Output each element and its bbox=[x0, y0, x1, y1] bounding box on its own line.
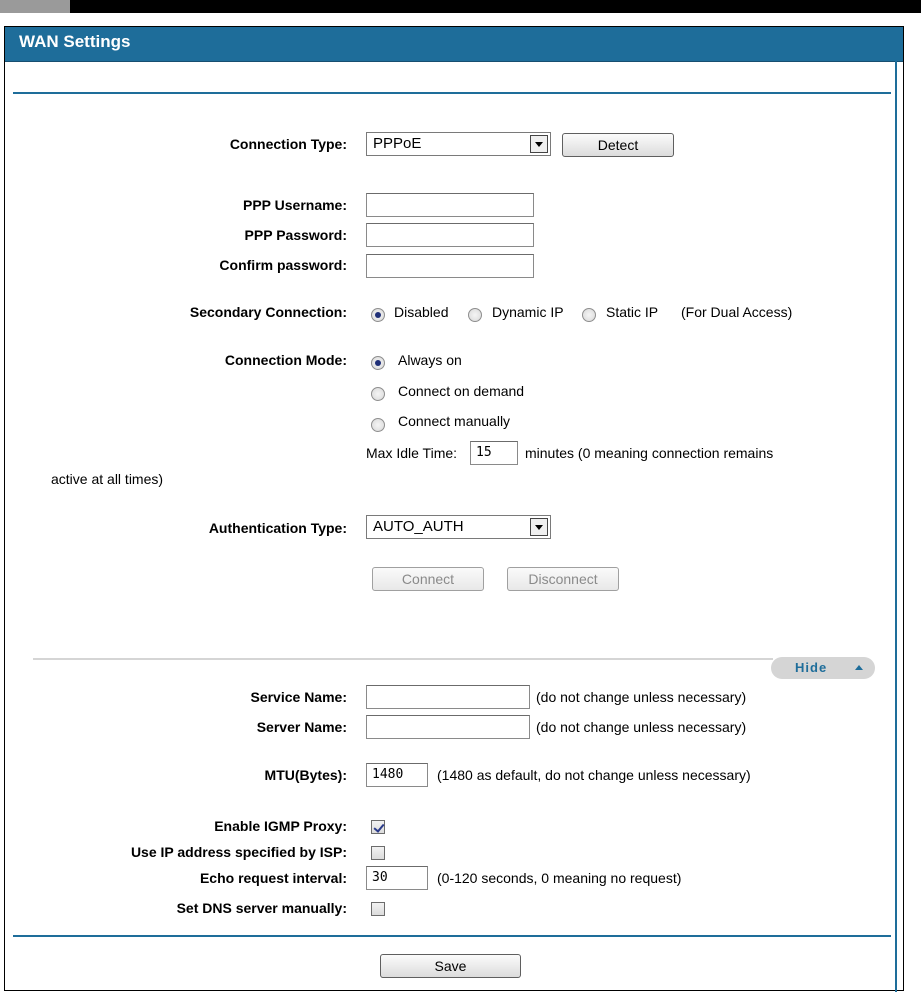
ppp-username-label: PPP Username: bbox=[242, 197, 347, 213]
max-idle-time-input[interactable]: 15 bbox=[470, 441, 518, 465]
server-name-note: (do not change unless necessary) bbox=[536, 719, 747, 735]
save-button[interactable]: Save bbox=[380, 954, 521, 978]
advanced-divider bbox=[33, 658, 773, 660]
ppp-password-input[interactable] bbox=[366, 223, 534, 247]
mode-manually-label: Connect manually bbox=[398, 413, 511, 429]
secondary-dynamic-ip-label: Dynamic IP bbox=[492, 304, 564, 320]
secondary-static-ip-radio[interactable] bbox=[582, 308, 596, 322]
secondary-dynamic-ip-radio[interactable] bbox=[468, 308, 482, 322]
server-name-label: Server Name: bbox=[256, 719, 347, 735]
igmp-proxy-checkbox[interactable] bbox=[371, 820, 385, 834]
mode-on-demand-label: Connect on demand bbox=[398, 383, 525, 399]
ppp-password-label: PPP Password: bbox=[244, 227, 347, 243]
disconnect-button[interactable]: Disconnect bbox=[507, 567, 619, 591]
top-bar bbox=[0, 0, 921, 13]
authentication-type-select[interactable] bbox=[366, 515, 551, 539]
max-idle-time-note: minutes (0 meaning connection remains bbox=[525, 445, 774, 461]
secondary-disabled-label: Disabled bbox=[394, 304, 449, 320]
dual-access-note: (For Dual Access) bbox=[681, 304, 793, 320]
section-divider-bottom bbox=[13, 935, 891, 937]
connection-type-label: Connection Type: bbox=[229, 136, 347, 152]
igmp-proxy-label: Enable IGMP Proxy: bbox=[214, 818, 347, 834]
authentication-type-label: Authentication Type: bbox=[208, 520, 347, 536]
max-idle-time-label: Max Idle Time: bbox=[366, 445, 458, 461]
wan-settings-panel bbox=[4, 26, 904, 991]
dns-manual-checkbox[interactable] bbox=[371, 902, 385, 916]
connect-button[interactable]: Connect bbox=[372, 567, 484, 591]
connection-type-value: PPPoE bbox=[373, 135, 422, 152]
section-divider-top bbox=[13, 92, 891, 94]
echo-interval-input[interactable]: 30 bbox=[366, 866, 428, 890]
isp-ip-label: Use IP address specified by ISP: bbox=[130, 844, 347, 860]
service-name-input[interactable] bbox=[366, 685, 530, 709]
mtu-label: MTU(Bytes): bbox=[264, 767, 347, 783]
panel-header bbox=[5, 27, 903, 62]
hide-label: Hide bbox=[795, 660, 828, 675]
detect-button[interactable]: Detect bbox=[562, 133, 674, 157]
mode-always-on-label: Always on bbox=[398, 352, 462, 368]
top-bar-accent bbox=[0, 0, 70, 13]
dns-manual-label: Set DNS server manually: bbox=[176, 900, 347, 916]
service-name-label: Service Name: bbox=[250, 689, 347, 705]
mode-always-on-radio[interactable] bbox=[371, 356, 385, 370]
connection-mode-label: Connection Mode: bbox=[224, 352, 347, 368]
isp-ip-checkbox[interactable] bbox=[371, 846, 385, 860]
max-idle-time-note-cont: active at all times) bbox=[51, 471, 164, 487]
secondary-static-ip-label: Static IP bbox=[606, 304, 659, 320]
confirm-password-input[interactable] bbox=[366, 254, 534, 278]
connection-type-select[interactable] bbox=[366, 132, 551, 156]
chevron-down-icon bbox=[530, 135, 548, 153]
server-name-input[interactable] bbox=[366, 715, 530, 739]
mtu-input[interactable]: 1480 bbox=[366, 763, 428, 787]
service-name-note: (do not change unless necessary) bbox=[536, 689, 747, 705]
echo-interval-note: (0-120 seconds, 0 meaning no request) bbox=[437, 870, 682, 886]
authentication-type-value: AUTO_AUTH bbox=[373, 518, 464, 535]
ppp-username-input[interactable] bbox=[366, 193, 534, 217]
secondary-connection-label: Secondary Connection: bbox=[189, 304, 347, 320]
echo-interval-label: Echo request interval: bbox=[199, 870, 347, 886]
confirm-password-label: Confirm password: bbox=[219, 257, 347, 273]
hide-advanced-toggle[interactable] bbox=[771, 657, 875, 679]
right-border-line bbox=[895, 27, 897, 992]
chevron-down-icon bbox=[530, 518, 548, 536]
mtu-note: (1480 as default, do not change unless necessary) bbox=[437, 767, 751, 783]
mode-on-demand-radio[interactable] bbox=[371, 387, 385, 401]
mode-manually-radio[interactable] bbox=[371, 418, 385, 432]
page-title: WAN Settings bbox=[19, 32, 131, 51]
chevron-up-icon bbox=[855, 665, 863, 670]
secondary-disabled-radio[interactable] bbox=[371, 308, 385, 322]
